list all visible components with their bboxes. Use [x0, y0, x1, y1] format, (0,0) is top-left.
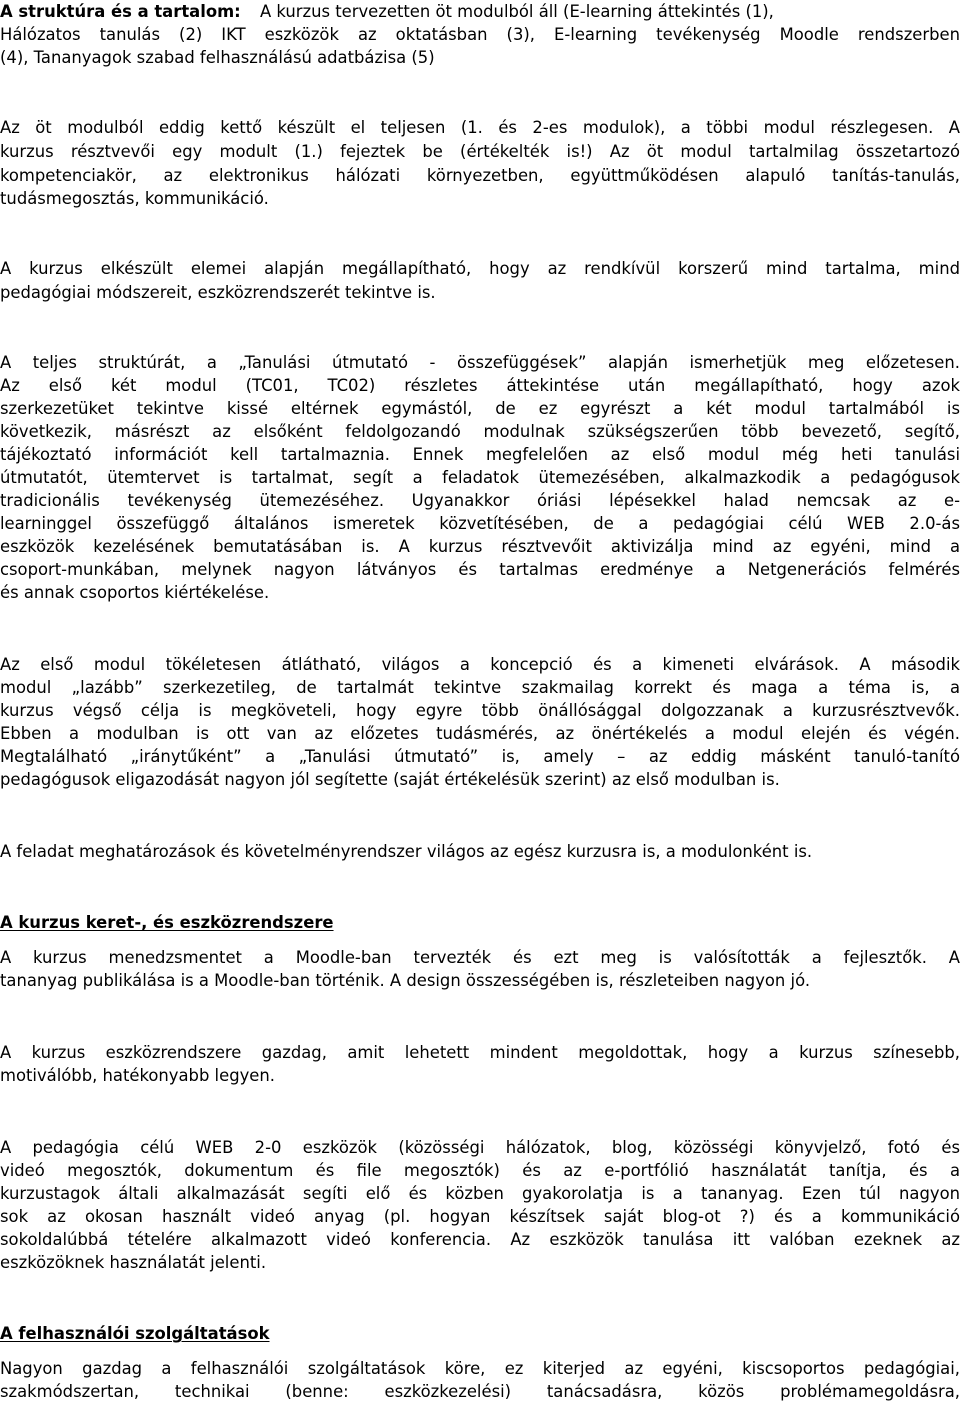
intro-line-2: Hálózatos tanulás (2) IKT eszközök az oktatásban (3), E-learning tevékenység Moodle rendszerben [0, 25, 960, 44]
p1-line: tudásmegosztás, kommunikáció. [0, 189, 269, 208]
p3-line: és annak csoportos kiértékelése. [0, 583, 270, 602]
p1-line: kompetenciakör, az elektronikus hálózati környezetben, együttműködésen alapuló tanítás-tanulás, [0, 166, 960, 185]
p4-line: Megtalálható „iránytűként” a „Tanulási útmutató” is, amely – az eddig másként tanuló-tanító [0, 747, 960, 766]
p7-line: motiválóbb, hatékonyabb legyen. [0, 1066, 275, 1085]
p8-line: kurzustagok általi alkalmazását segíti elő és közben gyakorolatja is a tananyag. Ezen túl nagyon [0, 1184, 960, 1203]
p3-line: tájékoztató információt kell tartalmaznia. Ennek megfelelően az első modul még heti tanulási [0, 445, 960, 464]
section-heading-tools: A kurzus keret-, és eszközrendszere [0, 913, 334, 932]
p6-line: tananyag publikálása is a Moodle-ban történik. A design összességében is, részleteiben nagyon jó. [0, 971, 811, 990]
p3-line: Az első két modul (TC01, TC02) részletes áttekintése után megállapítható, hogy azok [0, 376, 960, 395]
p3-line: learninggel összefüggő általános ismeretek közvetítésében, de a pedagógiai célú WEB 2.0-ás [0, 514, 960, 533]
section-heading-services: A felhasználói szolgáltatások [0, 1324, 270, 1343]
p8-line: A pedagógia célú WEB 2-0 eszközök (közösségi hálózatok, blog, közösségi könyvjelző, fotó és [0, 1138, 960, 1157]
intro-line-3: (4), Tananyagok szabad felhasználású adatbázisa (5) [0, 48, 435, 67]
p8-line: sokoldalúbbá tételére alkalmazott videó konferencia. Az eszközök tanulása itt valóban ezeknek az [0, 1230, 960, 1249]
intro-lead: A struktúra és a tartalom: [0, 2, 241, 21]
p5-line: A feladat meghatározások és követelményrendszer világos az egész kurzusra is, a modulonként is. [0, 842, 813, 861]
p3-line: eszközök kezelésének bemutatásában is. A kurzus résztvevőit aktivizálja mind az egyéni, mind a [0, 537, 960, 556]
p3-line: következik, másrészt az elsőként feldolgozandó modulnak szükségszerűen több bevezető, segítő, [0, 422, 960, 441]
p4-line: kurzus végső célja is megköveteli, hogy egyre több önállósággal dolgozzanak a kurzusrésztvevők. [0, 701, 960, 720]
p3-line: szerkezetüket tekintve kissé eltérnek egymástól, de ez egyrészt a két modul tartalmából is [0, 399, 960, 418]
p7-line: A kurzus eszközrendszere gazdag, amit lehetett mindent megoldottak, hogy a kurzus színesebb, [0, 1043, 960, 1062]
intro-line-1 [0, 0, 960, 23]
p4-line: pedagógusok eligazodását nagyon jól segítette (saját értékelésük szerint) az első modulban is. [0, 770, 780, 789]
p4-line: Ebben a modulban is ott van az előzetes tudásmérés, az önértékelés a modul elején és végén. [0, 724, 960, 743]
p9-line: Nagyon gazdag a felhasználói szolgáltatások köre, ez kiterjed az egyéni, kiscsoportos pedagógiai, [0, 1359, 960, 1378]
p1-line: kurzus résztvevői egy modult (1.) fejeztek be (értékelték is!) Az öt modul tartalmilag összetartozó [0, 142, 960, 161]
p4-line: modul „lazább” szerkezetileg, de tartalmát tekintve szakmailag korrekt és maga a téma is, a [0, 678, 960, 697]
p8-line: videó megosztók, dokumentum és file megosztók) és az e-portfólió használatát tanítja, és a [0, 1161, 960, 1180]
p8-line: eszközöknek használatát jelenti. [0, 1253, 267, 1272]
p3-line: tradicionális tevékenység ütemezéséhez. Ugyanakkor óriási lépésekkel halad nemcsak az e- [0, 491, 960, 510]
p3-line: csoport-munkában, melynek nagyon látványos és tartalmas eredménye a Netgenerációs felmérés [0, 560, 960, 579]
p1-line: Az öt modulból eddig kettő készült el teljesen (1. és 2-es modulok), a többi modul részlegesen. A [0, 118, 960, 137]
p2-line: A kurzus elkészült elemei alapján megállapítható, hogy az rendkívül korszerű mind tartalma, mind [0, 259, 960, 278]
p3-line: A teljes struktúrát, a „Tanulási útmutató - összefüggések” alapján ismerhetjük meg előzetesen. [0, 353, 960, 372]
intro-text: A kurzus tervezetten öt modulból áll (E-learning áttekintés (1), [259, 2, 774, 21]
p4-line: Az első modul tökéletesen átlátható, világos a koncepció és a kimeneti elvárások. A második [0, 655, 960, 674]
p2-line: pedagógiai módszereit, eszközrendszerét tekintve is. [0, 283, 436, 302]
p3-line: útmutatót, ütemtervet is tartalmat, segít a feladatok ütemezésében, alkalmazkodik a pedagógusok [0, 468, 960, 487]
p8-line: sok az okosan használt videó anyag (pl. hogyan készítsek saját blog-ot ?) és a kommunikáció [0, 1207, 960, 1226]
p6-line: A kurzus menedzsmentet a Moodle-ban tervezték és ezt meg is valósították a fejlesztők. A [0, 948, 960, 967]
p9-line: szakmódszertan, technikai (benne: eszközkezelési) tanácsadásra, közös problémamegoldásra, [0, 1382, 960, 1401]
